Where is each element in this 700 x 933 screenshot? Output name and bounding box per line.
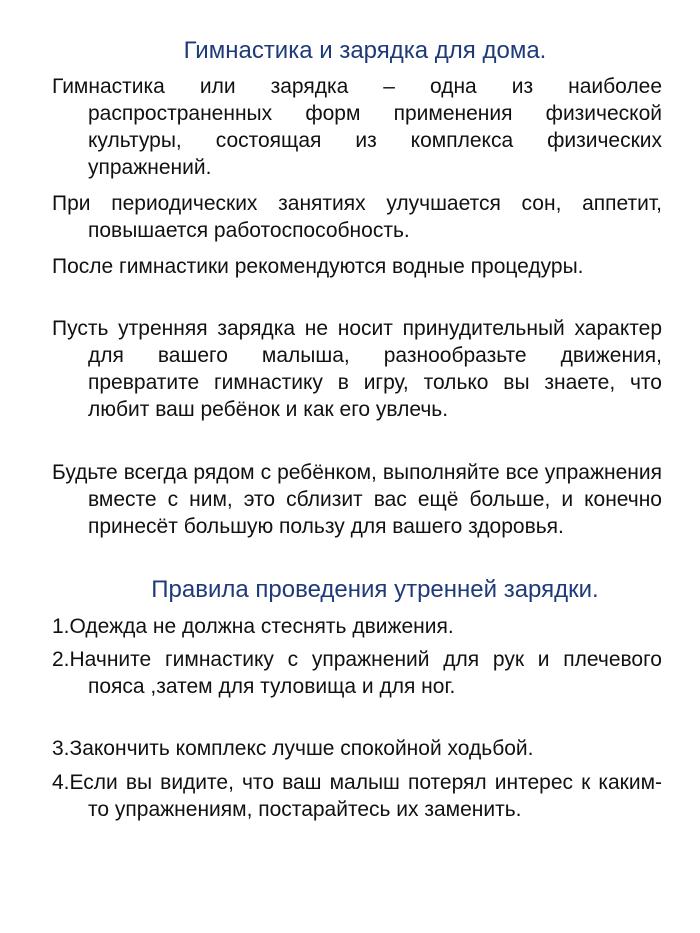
paragraph-water-procedures: После гимнастики рекомендуются водные процедуры. — [52, 255, 584, 278]
paragraph-definition: Гимнастика или зарядка – одна из наиболее распространенных форм применения физической культуры, состоящая из комплекса физических упражнений. — [52, 75, 662, 179]
paragraph-benefits: При периодических занятиях улучшается сон, аппетит, повышается работоспособность. — [52, 192, 662, 242]
page-title: Гимнастика и зарядка для дома. — [183, 37, 547, 64]
rule-item-replace: 4.Если вы видите, что ваш малыш потерял интерес к каким-то упражнениям, постарайтесь их заменить. — [52, 771, 662, 821]
paragraph-together-advice: Будьте всегда рядом с ребёнком, выполняйте все упражнения вместе с ним, это сблизит вас ещё больше, и конечно принесёт большую пользу для вашего здоровья. — [52, 461, 662, 538]
rule-item-order: 2.Начните гимнастику с упражнений для рук и плечевого пояса ,затем для туловища и для ног. — [52, 648, 662, 698]
rules-title: Правила проведения утренней зарядки. — [151, 576, 599, 603]
paragraph-play-advice: Пусть утренняя зарядка не носит принудительный характер для вашего малыша, разнообразьте движения, превратите гимнастику в игру, только вы знаете, что любит ваш ребёнок и как его увлечь. — [52, 317, 662, 421]
rule-item-clothing: 1.Одежда не должна стеснять движения. — [52, 615, 454, 638]
rule-item-finish: 3.Закончить комплекс лучше спокойной ходьбой. — [52, 737, 534, 760]
